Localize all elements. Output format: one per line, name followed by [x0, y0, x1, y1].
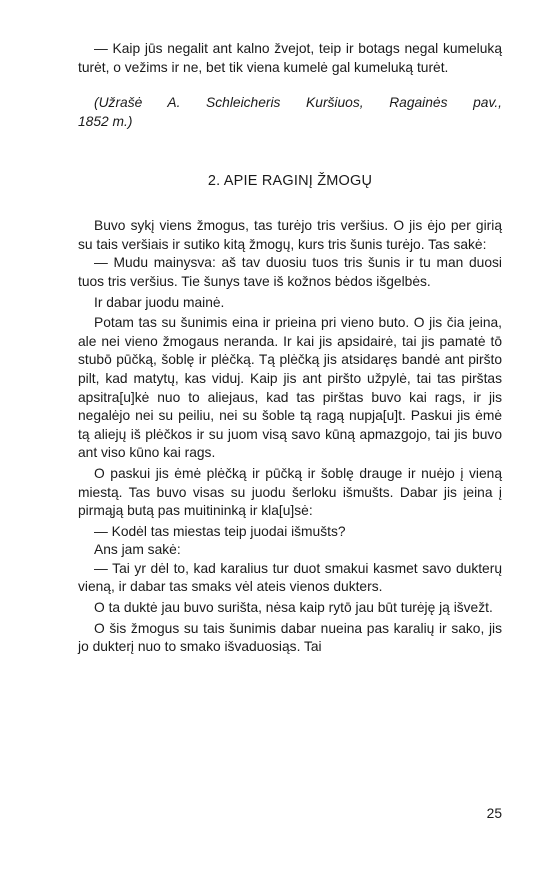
chapter-heading: 2. APIE RAGINĮ ŽMOGŲ [207, 173, 373, 190]
top-paragraph: — Kaip jūs negalit ant kalno žvejot, teip ir botags negal kumeluką turėt, o vežims ir ne, bet tik viena kumelė gal kumeluką turėt. [78, 41, 502, 75]
paragraph-7: Ans jam sakė: [94, 542, 181, 558]
paragraph-8: — Tai yr dėl to, kad karalius tur duot smakui kasmet savo dukterų vieną, ir dabar tas smaks vėl ateis vienos dukters. [78, 560, 502, 595]
source-note-line-1: (Užrašė A. Schleicheris Kuršiuos, Ragainės pav., [94, 95, 502, 111]
paragraph-2: — Mudu mainysva: aš tav duosiu tuos tris šunis ir tu man duosi tuos tris veršius. Tie šunys tave iš kožnos bėdos išgelbės. [78, 255, 502, 289]
book-page [78, 40, 502, 657]
paragraph-10: O šis žmogus su tais šunimis dabar nueina pas karalių ir sako, jis jo dukterį nuo to smako išvaduosiąs. Tai [78, 620, 502, 655]
paragraph-4: Potam tas su šunimis eina ir prieina pri vieno buto. O jis čia įeina, ale nei vieno žmogaus neranda. Ir kai jis apsidairė, tai jis pamatė tō stubō pūčką, šoblę ir plėčką. Tą plėčką jis atsidaręs bandė ant piršto pilt, kad matytų, kas viduj. Kaip jis ant piršto užpylė, tai tas pirštas apsitra[u]kė nuo to aliejaus, kad tas pirštas buvo kai rags, ir jis negalėjo nei su peiliu, nei su šoble tą ragą nupja[u]t. Paskui jis ėmė tą aliejų iš plėčkos ir su juom visą savo kūną apmazgojo, tai jis buvo ant viso kūno kai rags. [78, 315, 502, 461]
source-note-line-2: 1852 m.) [78, 114, 133, 130]
paragraph-5: O paskui jis ėmė plėčką ir pūčką ir šoblę drauge ir nuėjo į vieną miestą. Tas buvo visas su juodu šerloku išmušts. Dabar jis įeina į pirmąją butą pas muitininką ir kla[u]sė: [78, 465, 502, 519]
page-number: 25 [486, 806, 502, 821]
story-body [78, 217, 502, 657]
paragraph-3: Ir dabar juodu mainė. [94, 294, 225, 310]
paragraph-6: — Kodėl tas miestas teip juodai išmušts? [94, 523, 346, 539]
paragraph-9: O ta duktė jau buvo surišta, nėsa kaip rytō jau būt turėję ją išvežt. [94, 600, 493, 616]
source-note [78, 93, 502, 131]
paragraph-1: Buvo sykį viens žmogus, tas turėjo tris veršius. O jis ėjo per girią su tais veršiais ir sutiko kitą žmogų, kurs tris šunis turėjo. Tas sakė: [78, 218, 502, 252]
